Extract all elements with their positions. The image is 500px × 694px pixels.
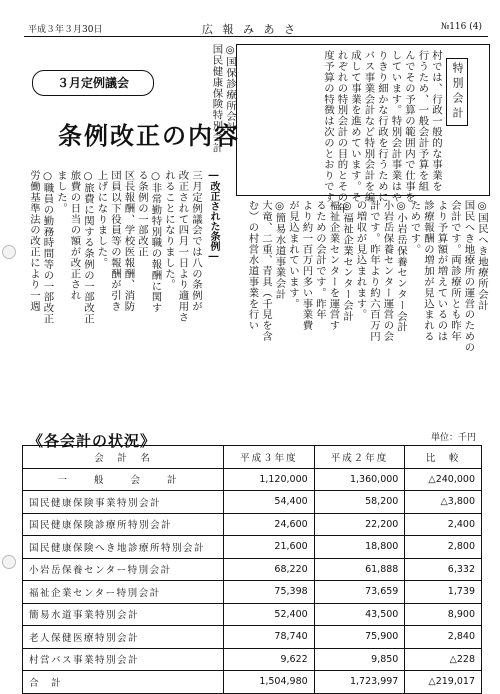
fy3-value: 75,398 [224,581,315,604]
text-line: りきり細かな行政を行うために [376,50,388,203]
diff-value: △228 [405,648,482,671]
header-rule [24,36,488,37]
special-accounts-tag: 特別会計 [446,58,468,126]
account-name: 国民健康保険診療所特別会計 [23,513,224,536]
punch-hole [2,555,16,569]
account-name: 国民健康保険事業特別会計 [23,491,224,514]
table-row [23,603,482,626]
fy3-value: 54,400 [224,491,315,514]
text-line: む）の村営水道事業を行い [246,200,259,331]
account-name: 合 計 [23,671,224,694]
fy2-value: 43,500 [314,603,405,626]
ordinance-text-a [30,170,202,420]
text-line: 村では、行政一般的な事業を [430,50,442,192]
table-row [23,491,482,514]
text-line: ◎簡易水道事業会計 [273,200,286,300]
text-line: 小岩岳保養センター運営の会 [381,200,394,342]
text-line: 成して事業を進めています。そ [349,50,361,203]
text-line: 労働基準法の改正により一週 [28,170,40,312]
text-line: 診療報酬の増加が見込まれる [422,200,434,342]
text-line: 会計です。両診療所とも昨年 [449,200,461,342]
issue-number: №116 (4) [440,22,482,32]
diff-value: 2,840 [405,626,482,649]
fy3-value: 1,504,980 [224,671,315,694]
text-line: 上げになりました。 [95,170,108,269]
issue-date: 平成３年３月30日 [28,25,103,35]
diff-value: △219,017 [405,671,482,694]
text-line: ためです。 [408,200,421,255]
table-unit: 単位：千円 [430,433,476,443]
accounts-text-c [206,44,236,164]
account-name: 小岩岳保養センター特別会計 [23,558,224,581]
account-name: 一 般 会 計 [23,468,224,491]
text-line: れぞれの特別会計の目的とその年 [335,50,348,214]
fy2-value: 1,723,997 [314,671,405,694]
fy3-value: 21,600 [224,536,315,559]
text-line: の増収が見込まれます。 [354,200,367,320]
diff-value: 2,800 [405,536,482,559]
accounts-text-a [240,200,488,415]
text-line: 国民へき地療所の運営のための [462,200,475,353]
fy3-value: 68,220 [224,558,315,581]
text-line: るための会計です。昨年 [314,200,326,320]
subhead: ―改正された条例― [208,170,219,262]
fy2-value: 58,200 [314,491,405,514]
fy2-value: 9,850 [314,648,405,671]
text-line: 区長報酬、学校医報酬、消防 [122,170,135,312]
table-row [23,671,482,694]
fy2-value: 75,900 [314,626,405,649]
text-line: しています。特別会計事業はや [389,50,402,203]
text-line: 大竜、二重、青具（千見を含 [260,200,272,342]
table-header-row [23,446,482,469]
text-line: 改正されて四月一日より適用さ [176,170,189,323]
col-header-fy3: 平成３年度 [224,446,315,469]
diff-value: 1,739 [405,581,482,604]
fy3-value: 9,622 [224,648,315,671]
text-line: 福祉企業センターを運営す [327,200,340,331]
punch-hole [2,245,16,259]
article-headline: 条例改正の内容 [58,122,240,150]
text-line: ◎国民へき地療所会計 [476,200,488,311]
text-line: 度予算の特徴は次のとおりです。 [322,50,334,214]
fy2-value: 61,888 [314,558,405,581]
fy3-value: 1,120,000 [224,468,315,491]
text-line: より予算額が増えているのは [435,200,448,342]
diff-value: △3,800 [405,491,482,514]
text-line: 計です。昨年より約六百万円 [368,200,380,342]
account-name: 国民健康保険へき地診療所特別会計 [23,536,224,559]
table-row [23,468,482,491]
account-name: 福祉企業センター特別会計 [23,581,224,604]
text-line: ○非常勤特別職の報酬に関す [149,170,162,314]
text-line: が見込まれています。 [287,200,299,309]
text-line: バス事業会計など特別会計を編 [362,50,375,203]
accounts-table [22,445,482,694]
fy3-value: 78,740 [224,626,315,649]
text-line: 行うため、一般会計予算を組 [416,50,429,192]
text-line: ◎国保診療所会計 [224,44,236,133]
text-line: んでその予算の範囲内で仕事を [403,50,415,203]
newsletter-title: 広 報 み あ さ [202,23,298,36]
fy3-value: 52,400 [224,603,315,626]
table-title: 《各会計の状況》 [28,432,157,450]
table-row [23,558,482,581]
diff-value: 6,332 [405,558,482,581]
fy2-value: 1,360,000 [314,468,405,491]
session-badge: ３月定例議会 [32,70,154,96]
diff-value: 2,400 [405,513,482,536]
fy2-value: 73,659 [314,581,405,604]
text-line: る条例の一部改正 [136,170,148,258]
account-name: 簡易水道事業特別会計 [23,603,224,626]
fy2-value: 22,200 [314,513,405,536]
diff-value: △240,000 [405,468,482,491]
fy3-value: 24,600 [224,513,315,536]
text-line: ◎小岩岳保養センター会計 [395,200,407,333]
fy2-value: 18,800 [314,536,405,559]
col-header-fy2: 平成２年度 [314,446,405,469]
text-line: 旅費の日当の額が改正され [68,170,81,301]
text-line: 国民健康保険特別会計 [210,44,223,153]
account-name: 老人保健医療特別会計 [23,626,224,649]
page-header [0,20,500,36]
text-line: ました。 [55,170,67,214]
text-line: 団員以下役員等の報酬が引き [109,170,121,312]
text-line: 三月定例議会では八の条例が [190,170,202,312]
table-row [23,513,482,536]
table-row [23,626,482,649]
col-header-name: 会 計 名 [23,446,224,469]
col-header-diff: 比 較 [405,446,482,469]
table-row [23,581,482,604]
text-line: より約一百万円多い事業費 [300,200,313,331]
text-line: ○職員の勤務時間等の一部改正 [41,170,54,325]
table-row [23,536,482,559]
intro-text [246,50,442,214]
table-row [23,648,482,671]
account-name: 村営バス事業特別会計 [23,648,224,671]
diff-value: 8,900 [405,603,482,626]
text-line: ◎福祉企業センター会計 [341,200,353,322]
text-line: れることになりました。 [163,170,175,290]
text-line: ○旅費に関する条例の一部改正 [82,170,94,325]
